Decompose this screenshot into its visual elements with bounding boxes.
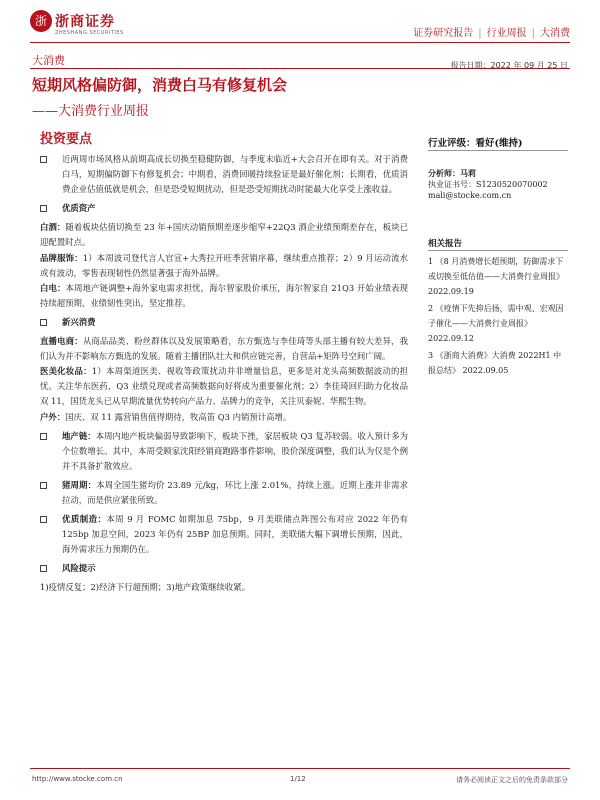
nav-separator: | xyxy=(531,28,535,39)
footer-url[interactable]: http://www.stocke.com.cn xyxy=(32,775,123,783)
report-number: 2 xyxy=(428,304,434,313)
paragraph-cosmetics xyxy=(40,364,408,409)
report-subtitle: ——大消费行业周报 xyxy=(32,104,150,119)
paragraph-label: 户外： xyxy=(40,411,66,422)
bullet-title: 地产链： xyxy=(62,430,96,441)
bullet-title: 优质制造： xyxy=(62,514,107,525)
report-date: 报告日期：2022 年 09 月 25 日 xyxy=(450,61,568,70)
report-date: 2022.09.05 xyxy=(462,366,509,375)
bullet-item xyxy=(40,152,408,197)
analyst-info xyxy=(428,168,578,201)
analyst-name: 马莉 xyxy=(460,168,476,178)
report-title: 《8 月消费增长超预期，防御需求下或切换至低估值——大消费行业周报》 xyxy=(428,257,564,281)
bullet-item xyxy=(40,561,408,576)
paragraph-label: 医美化妆品： xyxy=(40,366,92,377)
paragraph-text: 本周全国生猪均价 23.89 元/kg，环比上涨 2.01%，持续上涨。近期上涨并非需求拉动，而是供应紧张所致。 xyxy=(62,479,408,505)
paragraph-baijiu xyxy=(40,220,408,250)
report-date: 2022.09.12 xyxy=(428,334,474,343)
page-number: 1/12 xyxy=(290,775,306,783)
logo-mark-icon: 浙 xyxy=(30,10,52,32)
bullet-square-icon xyxy=(40,565,47,572)
rating-divider xyxy=(428,150,568,151)
related-divider xyxy=(428,250,568,251)
paragraph-text: 1）本周渠道医美、视收等政策扰动并非增量信息，更多是对龙头高频数据波动的担忧。关注华东医药，Q3 业绩兑现或者高频数据向好将成为重要催化剂；2）李佳琦回归助力化妆品双 11，国货龙头已从早期流量优势转向产品力、品牌力的竞争，关注贝泰妮、华熙生物。 xyxy=(40,366,408,407)
paragraph-label: 白电： xyxy=(40,282,66,293)
bullet-square-icon xyxy=(40,156,47,163)
bullet-square-icon xyxy=(40,319,47,326)
paragraph-label: 直播电商： xyxy=(40,336,83,347)
key-points-body xyxy=(40,152,408,596)
report-number: 3 xyxy=(428,351,434,360)
nav-separator: | xyxy=(478,28,482,39)
report-title: 《疫情下先抑后扬，需中观、宏观因子催化——大消费行业周报》 xyxy=(428,304,564,328)
related-reports-list xyxy=(428,254,568,380)
analyst-line xyxy=(428,168,578,179)
industry-tag: 大消费 xyxy=(32,54,65,67)
paragraph-outdoor xyxy=(40,410,408,425)
header-divider xyxy=(30,42,570,43)
bullet-item xyxy=(40,201,408,216)
related-report-item[interactable] xyxy=(428,348,568,378)
footer-disclaimer: 请务必阅读正文之后的免责条款部分 xyxy=(456,776,568,784)
bullet-square-icon xyxy=(40,205,47,212)
report-title: 短期风格偏防御，消费白马有修复机会 xyxy=(32,76,288,94)
bullet-square-icon xyxy=(40,482,47,489)
bullet-square-icon xyxy=(40,433,47,440)
bullet-text xyxy=(62,478,408,508)
report-type-nav xyxy=(413,24,570,39)
paragraph-text: 国庆、双 11 露营销售值得期待，牧高笛 Q3 内销预计高增。 xyxy=(65,411,292,422)
paragraph-label: 品牌服饰： xyxy=(40,252,83,263)
paragraph-appliance xyxy=(40,281,408,311)
paragraph-livestream xyxy=(40,334,408,364)
nav-item-research: 证券研究报告 xyxy=(413,28,474,39)
paragraph-text: 随着板块估值切换至 23 年+国庆动销预期差逐步缩窄+22Q3 酒企业绩预期差存在，板块已迎配置时点。 xyxy=(40,222,409,248)
bullet-item xyxy=(40,478,408,508)
section-heading-key-points: 投资要点 xyxy=(40,132,93,147)
paragraph-text: 1）本周波司登代言人官宣+大秀拉开旺季营销序幕，继续重点推荐；2）9 月运动流水或有波动，零售表现韧性仍然显著强于海外品牌。 xyxy=(40,252,408,278)
bullet-item xyxy=(40,429,408,474)
logo-name: 浙商证券 xyxy=(55,14,115,30)
bullet-title: 风险提示 xyxy=(62,563,96,574)
company-logo xyxy=(30,10,130,42)
paragraph-apparel xyxy=(40,251,408,281)
related-report-item[interactable] xyxy=(428,254,568,299)
paragraph-text: 本周 9 月 FOMC 如期加息 75bp，9 月美联储点阵图公布对应 2022 年仍有 125bp 加息空间，2023 年仍有 25BP 加息预期。同时，美联储大幅下调增长预期，因此，海外需求压力预期仍在。 xyxy=(62,514,408,555)
paragraph-label: 白酒： xyxy=(40,222,66,233)
paragraph-risk: 1)疫情反复；2)经济下行超预期；3)地产政策继续收紧。 xyxy=(40,582,251,593)
analyst-email[interactable]: mali@stocke.com.cn xyxy=(428,191,512,200)
bullet-item xyxy=(40,512,408,557)
paragraph-text: 本周内地产板块偏弱导致影响下，板块下挫，家居板块 Q3 复苏较弱。收入预计多为个位数增长。其中，本周受顾家沈阳经销商跑路事件影响，股价深度调整，我们认为仅是个例并不具备扩散效应。 xyxy=(62,430,408,471)
nav-item-weekly: 行业周报 xyxy=(486,28,527,39)
bullet-text xyxy=(62,429,408,474)
industry-rating: 行业评级：看好(维持) xyxy=(428,138,523,149)
bullet-title: 优质资产 xyxy=(62,203,96,214)
analyst-role: 分析师： xyxy=(428,168,460,178)
nav-item-consumer: 大消费 xyxy=(540,28,570,39)
bullet-text xyxy=(62,512,408,557)
bullet-title: 新兴消费 xyxy=(62,316,96,327)
bullet-text: 近两周市场风格从前期高成长切换至稳健防御，与季度末临近+大会召开在即有关。对于消费白马，短期偏防御下有修复机会；中期看，消费回暖持续验证是最好催化剂；长期看，优质消费企业估值低就是机会，但是恐受短期扰动，但是恐受短期扰动时能最大化享受上涨收益。 xyxy=(62,154,408,195)
footer-divider xyxy=(30,768,570,769)
logo-subtitle: ZHESHANG SECURITIES xyxy=(55,30,124,36)
paragraph-text: 从商品品类、粉丝群体以及发展策略看，东方甄选与李佳琦等头部主播有较大差异，我们认为并不影响东方甄选的发展。随着主播团队壮大和供应链完善，自营品+矩阵号空间广阔。 xyxy=(40,336,408,362)
analyst-cert: 执业证书号：S1230520070002 xyxy=(428,180,548,189)
bullet-square-icon xyxy=(40,516,47,523)
report-title: 《浙商大消费》大消费 2022H1 中报总结》 xyxy=(428,351,562,375)
bullet-title: 猪周期： xyxy=(62,479,97,490)
bullet-item xyxy=(40,315,408,330)
related-reports-heading: 相关报告 xyxy=(428,239,463,249)
report-date: 2022.09.19 xyxy=(428,287,474,296)
paragraph-text: 本周地产链调整+海外家电需求担忧，海尔智家股价承压，海尔智家自 21Q3 开始业绩表现持续超预期，业绩韧性突出，坚定推荐。 xyxy=(40,282,408,308)
related-report-item[interactable] xyxy=(428,301,568,346)
report-number: 1 xyxy=(428,257,434,266)
